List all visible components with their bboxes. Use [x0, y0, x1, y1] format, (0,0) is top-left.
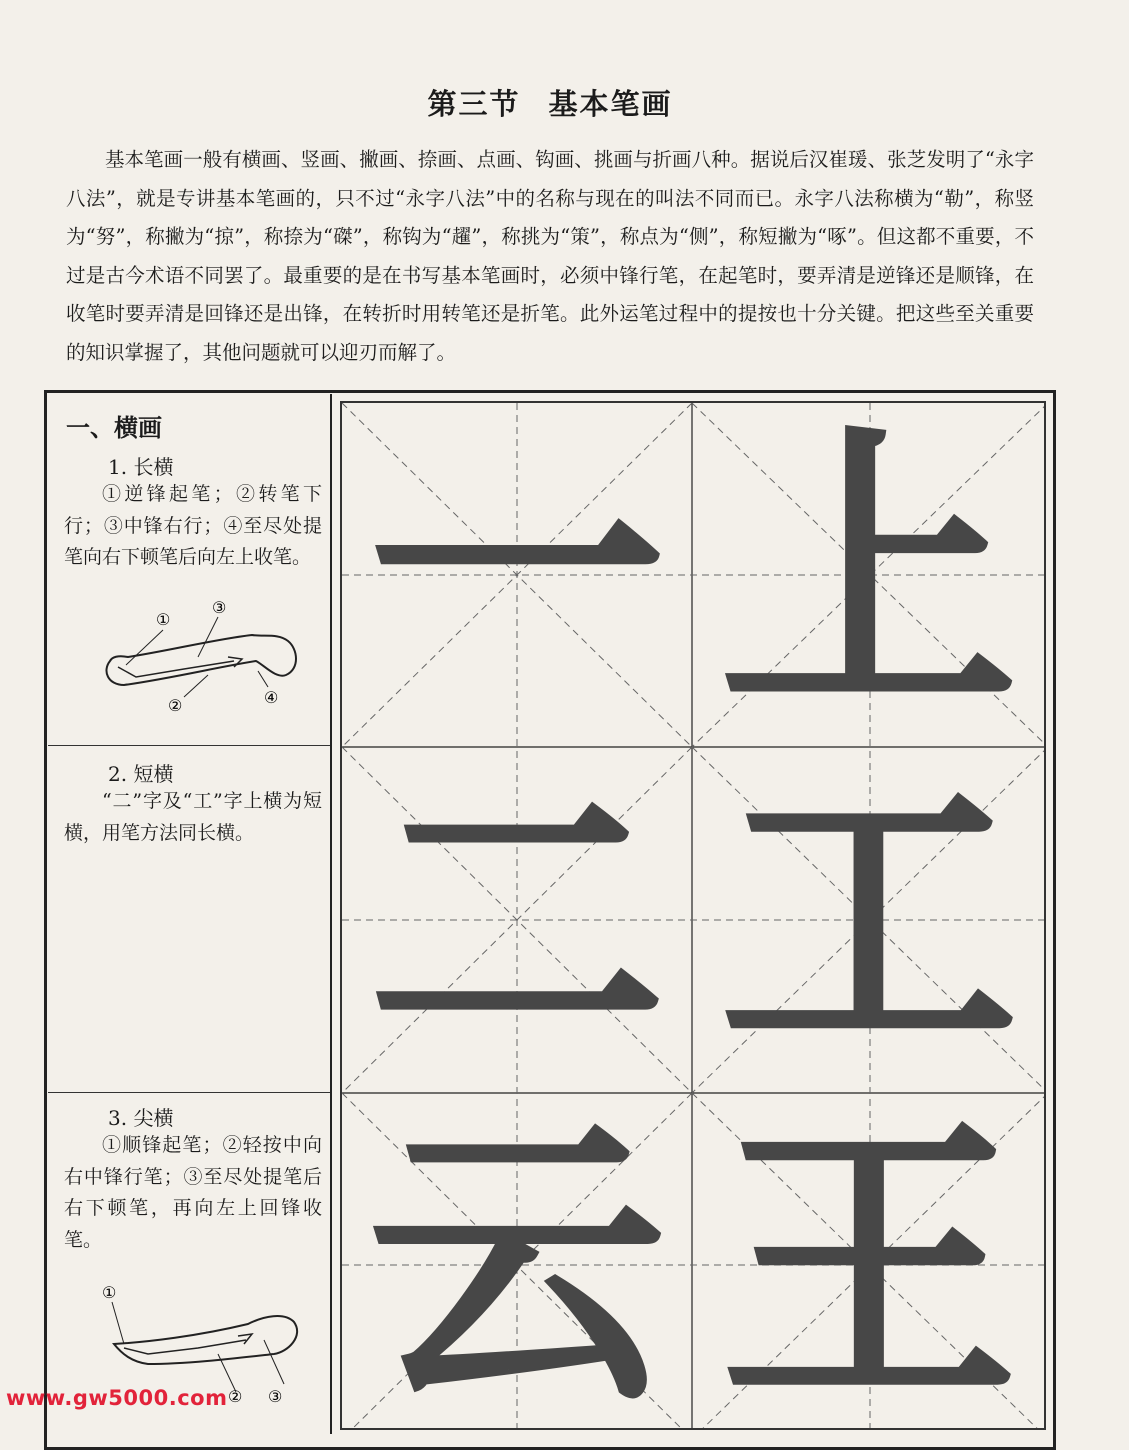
section-number: 第三节	[427, 87, 521, 121]
intro-paragraph	[66, 141, 1034, 372]
glyph-shang: 上	[719, 401, 1019, 750]
marker-1: ①	[156, 610, 171, 629]
item-desc-long-horizontal: ①逆锋起笔；②转笔下行；③中锋右行；④至尽处提笔向右下顿笔后向左上收笔。	[64, 483, 322, 568]
stroke-diagram-long-horizontal	[88, 599, 328, 714]
calligraphy-grid	[340, 401, 1046, 1430]
marker-4: ④	[264, 688, 279, 707]
section-divider	[48, 745, 330, 746]
item-title-long-horizontal: 1. 长横	[108, 455, 174, 479]
marker-1: ①	[102, 1284, 117, 1302]
marker-3: ③	[268, 1387, 283, 1404]
explanation-column	[48, 394, 332, 1434]
marker-2: ②	[168, 696, 183, 714]
glyph-yun: 云	[367, 1089, 667, 1430]
glyph-yi: 一	[367, 401, 667, 750]
intro-text: 基本笔画一般有横画、竖画、撇画、捺画、点画、钩画、挑画与折画八种。据说后汉崔瑗、张芝发明了“永字八法”，就是专讲基本笔画的，只不过“永字八法”中的名称与现在的叫法不同而已。永字八法称横为“勒”，称竖为“努”，称撇为“掠”，称捺为“磔”，称钩为“趯”，称挑为“策”，称点为“侧”，称短撇为“啄”。但这都不重要，不过是古今术语不同罢了。最重要的是在书写基本笔画时，必须中锋行笔，在起笔时，要弄清是逆锋还是顺锋，在收笔时要弄清是回锋还是出锋，在转折时用转笔还是折笔。此外运笔过程中的提按也十分关键。把这些至关重要的知识掌握了，其他问题就可以迎刃而解了。	[66, 148, 1034, 364]
marker-2: ②	[228, 1387, 243, 1404]
section-name: 基本笔画	[548, 87, 673, 121]
glyph-wang: 王	[719, 1089, 1019, 1430]
watermark: www.gw5000.com	[6, 1386, 228, 1410]
item-title-short-horizontal: 2. 短横	[108, 762, 174, 786]
item-desc-pointed-horizontal: ①顺锋起笔；②轻按中向右中锋行笔；③至尽处提笔后右下顿笔，再向左上回锋收笔。	[64, 1134, 322, 1251]
section-heading: 一、横画	[66, 414, 162, 442]
marker-3: ③	[212, 599, 227, 617]
section-divider	[48, 1092, 330, 1093]
page-title	[0, 82, 1100, 123]
glyph-er: 二	[367, 743, 667, 1096]
item-title-pointed-horizontal: 3. 尖横	[108, 1106, 174, 1130]
glyph-gong: 工	[719, 743, 1019, 1096]
item-desc-short-horizontal: “二”字及“工”字上横为短横，用笔方法同长横。	[64, 790, 322, 844]
